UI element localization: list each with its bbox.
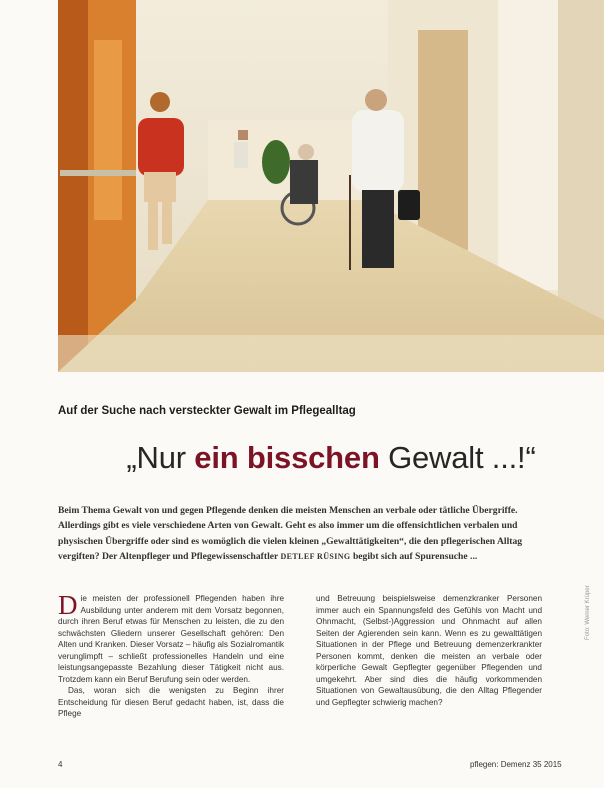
body-left-p2: Das, woran sich die wenigsten zu Beginn ihrer Entscheidung für diesen Beruf gedacht haben, ist, dass die Pflege — [58, 686, 284, 718]
body-left-p1: ie meisten der professionell Pflegenden haben ihre Ausbildung unter anderem mit dem Vorsatz begonnen, durch ihren Beruf etwas für Menschen zu leisten, die zu den schwächsten Gliedern unserer Gesellschaft gehören: Den Alten und Kranken. Dieser Vorsatz – häufig als Sozialromantik verunglimpft – schließt professionelles Handeln und eine leistungsangepasste Bezahlung dieser Tätigkeit nicht aus. Trotzdem kann ein Beruf Berufung sein oder werden. — [58, 594, 284, 684]
drop-cap: D — [58, 590, 78, 620]
lead-text: Beim Thema Gewalt von und gegen Pflegende denken die meisten Menschen an verbale oder tätliche Übergriffe. Allerdings gibt es viele verschiedene Arten von Gewalt. Geht es also immer um die offensichtlichen verbalen und physischen Übergriffe oder sind es womöglich die vielen kleinen „Gewalttätigkeiten“, die den pflegerischen Alltag vergiften? Der Altenpfleger und Pflegewissenschaftler — [58, 505, 523, 563]
headline-open: „Nur — [126, 440, 195, 475]
article-lead — [58, 503, 526, 565]
body-column-right — [316, 593, 542, 708]
body-paragraph — [58, 590, 284, 685]
body-column-left — [58, 590, 284, 720]
article-headline — [58, 440, 604, 476]
page-number: 4 — [58, 760, 63, 769]
headline-accent: ein bisschen — [194, 440, 380, 475]
lead-author: DETLEF RÜSING — [280, 552, 351, 562]
body-right-p1: und Betreuung beispielsweise demenzkranker Personen immer auch ein Spannungsfeld des Gefühls von Macht und Ohnmacht, (Selbst-)Aggression und Ohnmacht auf allen Seiten der Agierenden sein kann. Wenn es zu gewalttätigen Situationen in der Pflege und Betreuung demenzerkrankter Personen kommt, denken die meisten an verbale oder körperliche Gewalt Gepflegter gegenüber Pflegenden und umgekehrt. Aber sind dies die häufig vorkommenden Situationen von Gewaltausübung, die den Alltag Pflegender und Gepflegter schwierig machen? — [316, 594, 542, 707]
article-kicker: Auf der Suche nach versteckter Gewalt im Pflegealltag — [58, 405, 356, 417]
magazine-footer: pflegen: Demenz 35 2015 — [470, 760, 562, 769]
hospital-corridor-photo — [58, 0, 604, 372]
photo-credit: Foto: Werner Krüper — [585, 585, 591, 640]
lead-tail: begibt sich auf Spurensuche ... — [352, 551, 478, 563]
headline-close: Gewalt ...!“ — [379, 440, 536, 475]
